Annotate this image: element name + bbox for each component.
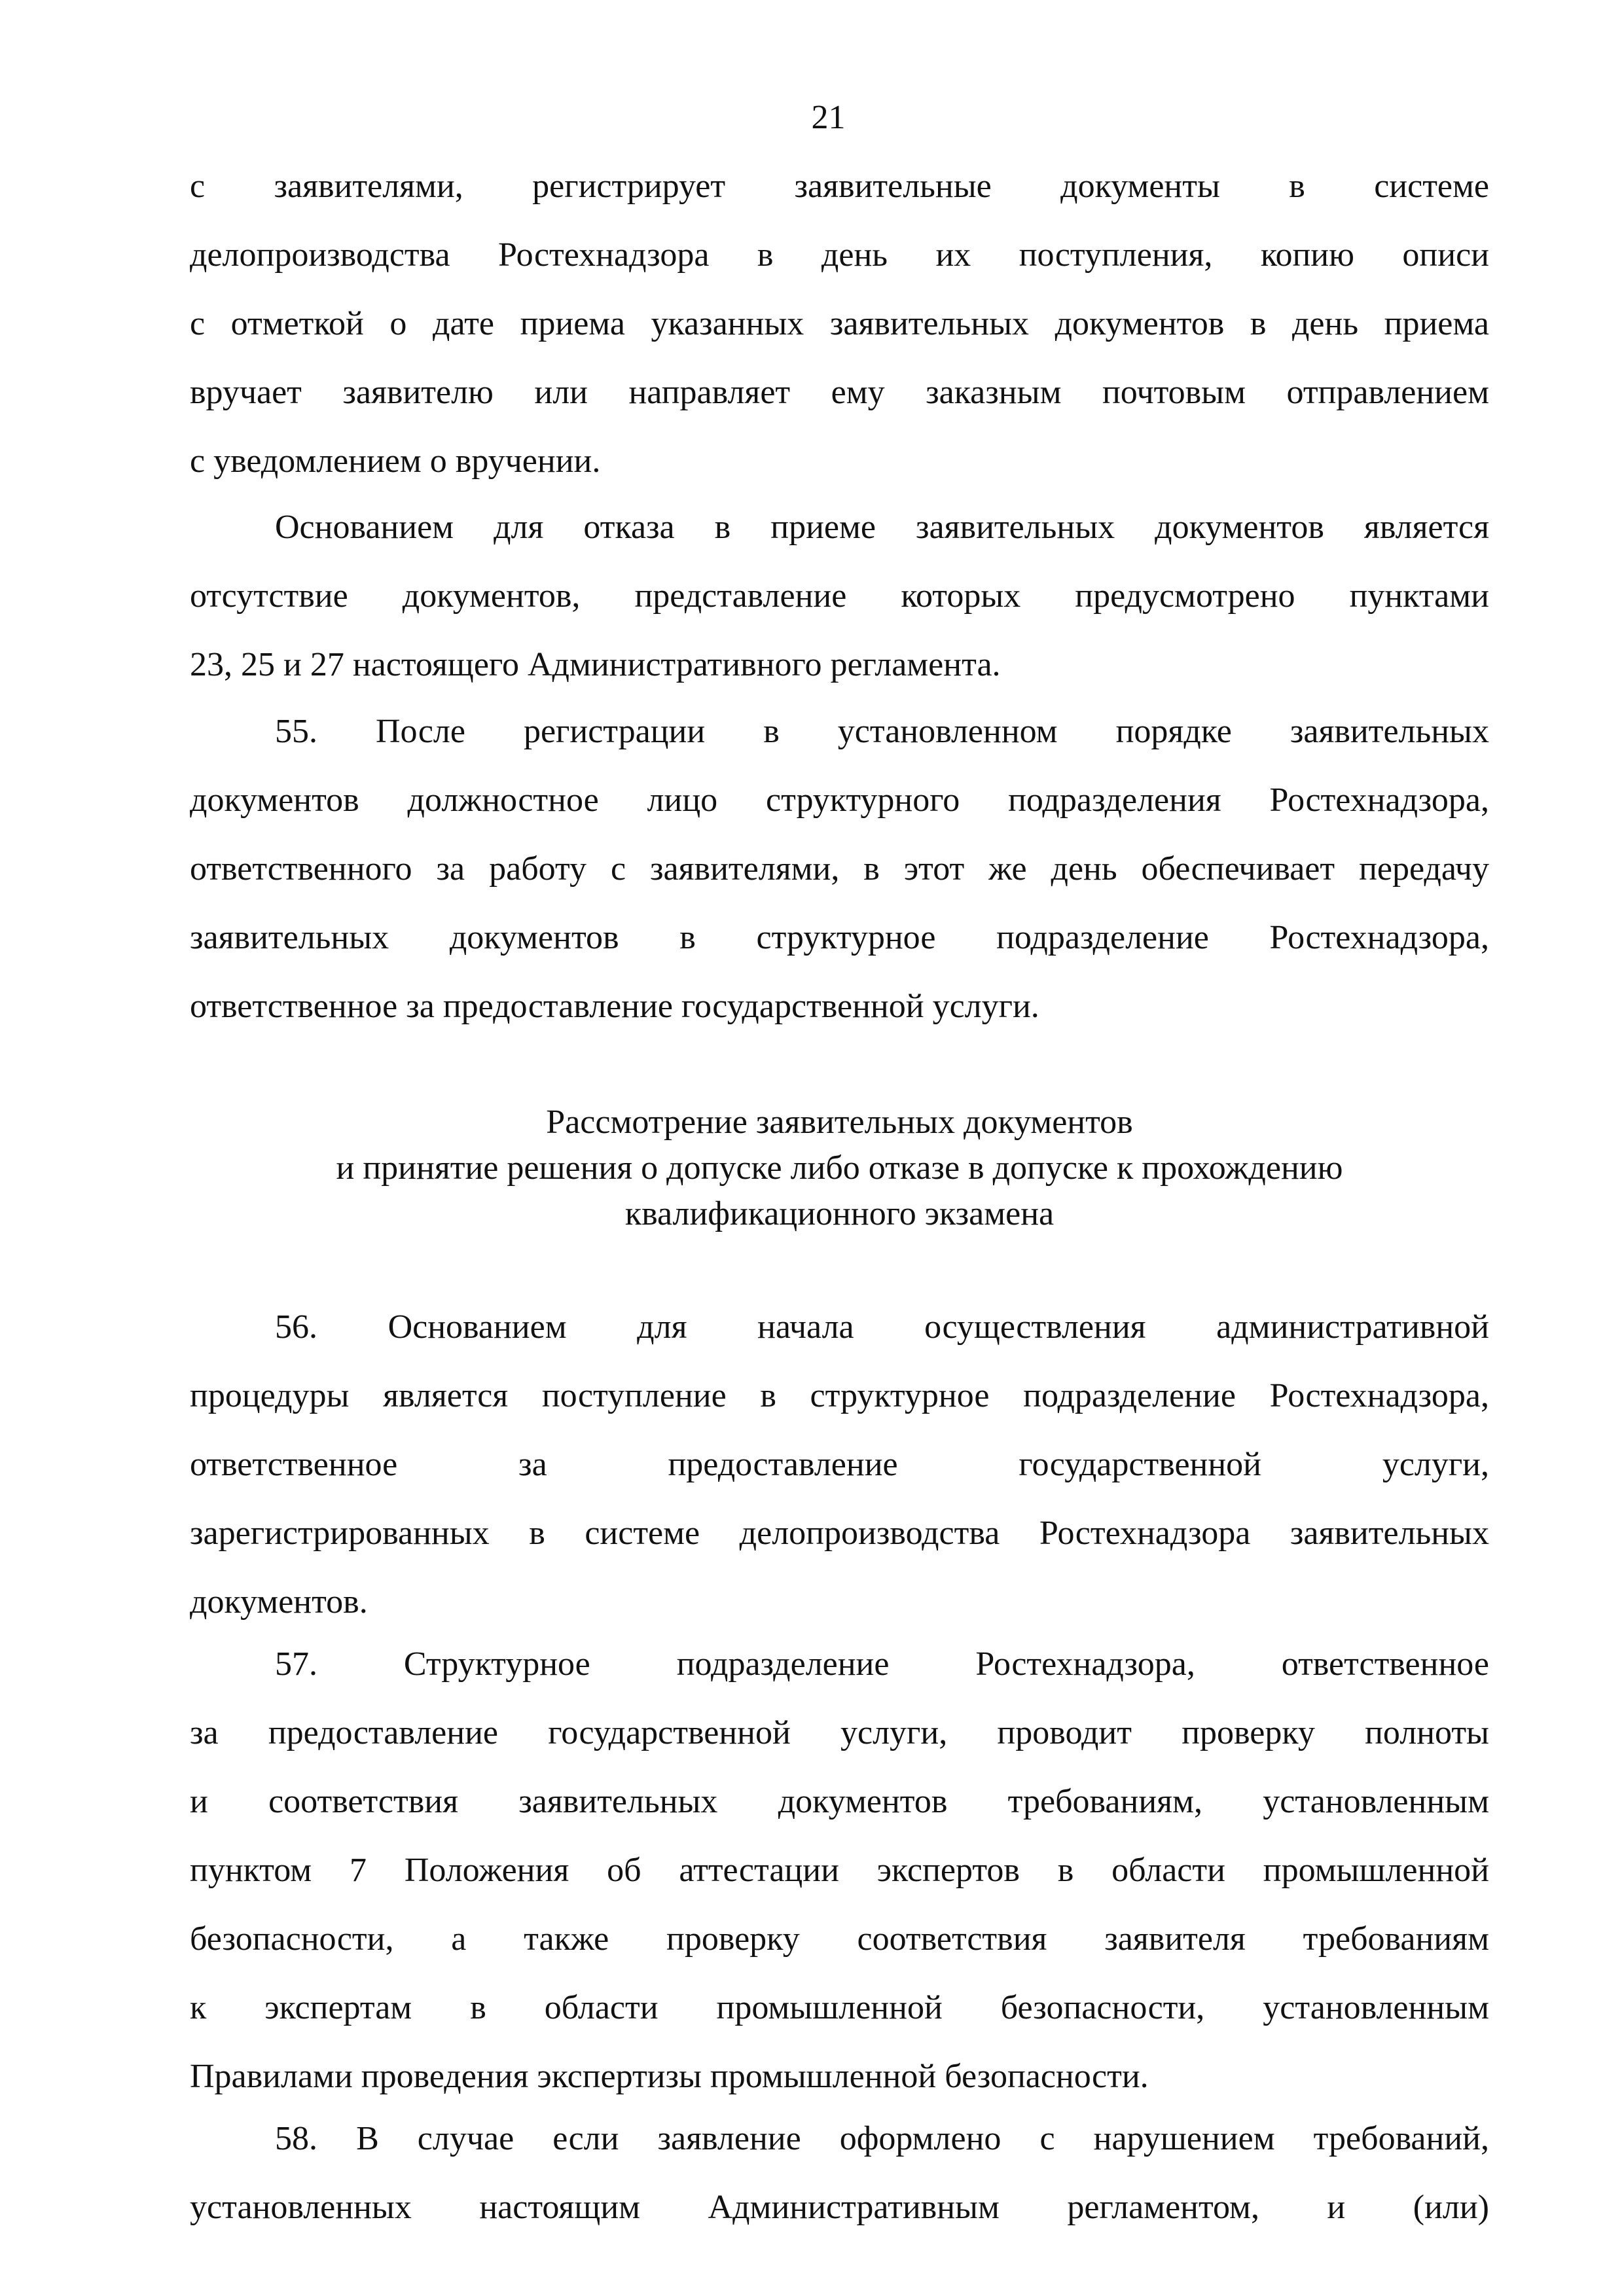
text-line: ответственное за предоставление государственной услуги. (190, 988, 1039, 1025)
text-line: и соответствия заявительных документов требованиям, установленным (190, 1783, 1489, 1820)
text-line: отсутствие документов, представление которых предусмотрено пунктами (190, 577, 1489, 615)
text-line: Основанием для отказа в приеме заявительных документов является (275, 509, 1489, 546)
text-line: делопроизводства Ростехнадзора в день их поступления, копию описи (190, 236, 1489, 274)
section-heading (190, 1100, 1489, 1237)
paragraph-item-56 (190, 1293, 1489, 1636)
heading-line: квалификационного экзамена (624, 1195, 1055, 1232)
paragraph-item-57 (190, 1630, 1489, 2111)
text-line: с заявителями, регистрирует заявительные документы в системе (190, 168, 1489, 205)
text-line: ответственного за работу с заявителями, в этот же день обеспечивает передачу (190, 850, 1489, 888)
text-line: документов. (190, 1583, 368, 1621)
paragraph-item-55 (190, 697, 1489, 1041)
page-number: 21 (811, 99, 846, 136)
text-line: вручает заявителю или направляет ему заказным почтовым отправлением (190, 374, 1489, 411)
text-line: за предоставление государственной услуги, проводит проверку полноты (190, 1714, 1489, 1751)
text-line: процедуры является поступление в структурное подразделение Ростехнадзора, (190, 1377, 1489, 1414)
text-line: 56. Основанием для начала осуществления административной (275, 1308, 1489, 1346)
paragraph-refusal-grounds (190, 493, 1489, 699)
text-line: Правилами проведения экспертизы промышленной безопасности. (190, 2058, 1149, 2095)
text-line: 23, 25 и 27 настоящего Административного регламента. (190, 646, 1001, 683)
text-line: зарегистрированных в системе делопроизводства Ростехнадзора заявительных (190, 1515, 1489, 1552)
text-line: 55. После регистрации в установленном порядке заявительных (275, 713, 1489, 750)
text-line: с отметкой о дате приема указанных заявительных документов в день приема (190, 305, 1489, 342)
text-line: 57. Структурное подразделение Ростехнадзора, ответственное (275, 1645, 1489, 1683)
text-line: к экспертам в области промышленной безопасности, установленным (190, 1989, 1489, 2026)
text-line: установленных настоящим Административным регламентом, и (или) (190, 2189, 1489, 2226)
paragraph-continuation (190, 152, 1489, 495)
text-line: с уведомлением о вручении. (190, 442, 601, 480)
paragraph-item-58 (190, 2104, 1489, 2242)
text-line: ответственное за предоставление государственной услуги, (190, 1446, 1489, 1483)
text-line: пунктом 7 Положения об аттестации экспертов в области промышленной (190, 1852, 1489, 1889)
text-line: заявительных документов в структурное подразделение Ростехнадзора, (190, 919, 1489, 956)
text-line: 58. В случае если заявление оформлено с нарушением требований, (275, 2120, 1489, 2157)
text-line: документов должностное лицо структурного подразделения Ростехнадзора, (190, 781, 1489, 819)
heading-line: и принятие решения о допуске либо отказе в допуске к прохождению (336, 1149, 1343, 1187)
heading-line: Рассмотрение заявительных документов (546, 1103, 1133, 1141)
text-line: безопасности, а также проверку соответствия заявителя требованиям (190, 1920, 1489, 1958)
